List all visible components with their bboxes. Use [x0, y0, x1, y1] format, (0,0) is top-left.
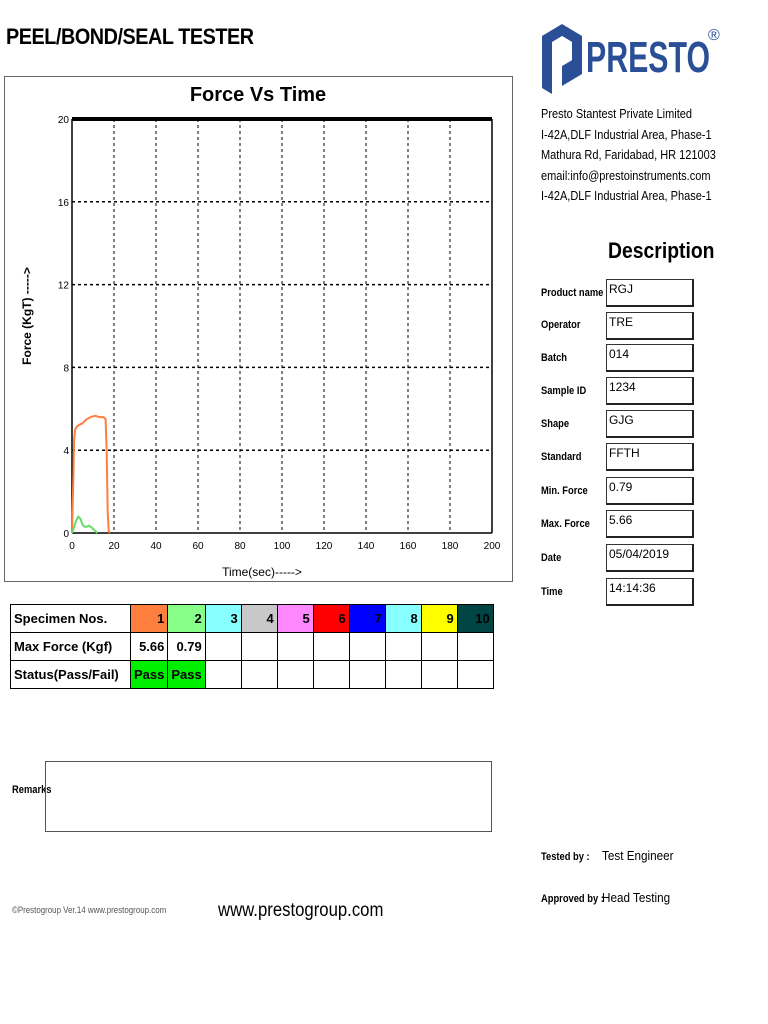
specimen-nos-row: [11, 605, 494, 633]
status-label: Status(Pass/Fail): [11, 661, 131, 689]
date-field[interactable]: 05/04/2019: [606, 544, 694, 572]
batch-field[interactable]: 014: [606, 344, 694, 372]
series-line-1: [72, 416, 110, 533]
status-cell: [205, 661, 241, 689]
status-cell: [385, 661, 421, 689]
logo-text: PRESTO: [586, 33, 710, 82]
approved-by-label: Approved by :: [541, 893, 604, 905]
product-name-field[interactable]: RGJ: [606, 279, 694, 307]
x-tick-label: 120: [315, 541, 333, 552]
max-force-cell: [421, 633, 457, 661]
y-axis-label: Force (KgT) ----->: [20, 267, 34, 365]
time-field[interactable]: 14:14:36: [606, 578, 694, 606]
field-label: Sample ID: [541, 385, 587, 397]
x-tick-label: 80: [234, 541, 246, 552]
company-line: Presto Stantest Private Limited: [541, 107, 693, 121]
x-tick-label: 60: [192, 541, 204, 552]
status-row: [11, 661, 494, 689]
field-label: Shape: [541, 418, 570, 430]
max-force-cell: 0.79: [168, 633, 205, 661]
sample-id-field[interactable]: 1234: [606, 377, 694, 405]
max-force-cell: [385, 633, 421, 661]
max-force-cell: 5.66: [131, 633, 168, 661]
x-tick-label: 160: [399, 541, 417, 552]
company-line: email:info@prestoinstruments.com: [541, 168, 711, 183]
field-label: Min. Force: [541, 485, 588, 497]
footer-website[interactable]: www.prestogroup.com: [218, 900, 384, 921]
description-title: Description: [608, 238, 715, 263]
status-cell: Pass: [131, 661, 168, 689]
field-label: Date: [541, 552, 562, 564]
max-force-field[interactable]: 5.66: [606, 510, 694, 538]
status-cell: [241, 661, 277, 689]
company-line: Mathura Rd, Faridabad, HR 121003: [541, 148, 716, 162]
y-tick-label: 16: [57, 197, 69, 209]
approved-by-value: Head Testing: [602, 890, 671, 905]
standard-field[interactable]: FFTH: [606, 443, 694, 471]
series-line-2: [72, 517, 97, 533]
max-force-row: [11, 633, 494, 661]
field-label: Operator: [541, 319, 581, 331]
shape-field[interactable]: GJG: [606, 410, 694, 438]
x-tick-label: 40: [150, 541, 162, 552]
specimen-no-6: 6: [313, 605, 349, 633]
x-tick-label: 180: [441, 541, 459, 552]
company-address: [541, 104, 716, 207]
footer-copyright: ©Prestogroup Ver.14 www.prestogroup.com: [12, 905, 167, 915]
chart-svg: [5, 77, 512, 581]
specimen-no-1: 1: [131, 605, 168, 633]
y-tick-label: 8: [63, 363, 69, 375]
max-force-cell: [241, 633, 277, 661]
specimen-no-3: 3: [205, 605, 241, 633]
specimen-no-4: 4: [241, 605, 277, 633]
specimen-no-10: 10: [457, 605, 493, 633]
field-label: Batch: [541, 352, 567, 364]
max-force-label: Max Force (Kgf): [11, 633, 131, 661]
specimen-no-2: 2: [168, 605, 205, 633]
specimen-table: [10, 604, 494, 689]
max-force-cell: [205, 633, 241, 661]
x-axis-label: Time(sec)----->: [222, 565, 302, 579]
min-force-field[interactable]: 0.79: [606, 477, 694, 505]
y-tick-label: 12: [57, 280, 69, 292]
force-time-chart: [4, 76, 513, 582]
logo-registered: ®: [708, 27, 720, 44]
status-cell: [313, 661, 349, 689]
operator-field[interactable]: TRE: [606, 312, 694, 340]
remarks-box[interactable]: [45, 761, 492, 832]
status-cell: Pass: [168, 661, 205, 689]
chart-title: Force Vs Time: [189, 84, 327, 106]
status-cell: [349, 661, 385, 689]
specimen-nos-label: Specimen Nos.: [11, 605, 131, 633]
x-tick-label: 0: [69, 541, 75, 552]
x-tick-label: 20: [108, 541, 120, 552]
x-tick-label: 100: [273, 541, 291, 552]
specimen-no-9: 9: [421, 605, 457, 633]
field-label: Standard: [541, 451, 582, 463]
specimen-no-5: 5: [277, 605, 313, 633]
y-tick-label: 0: [63, 529, 69, 540]
tested-by-label: Tested by :: [541, 851, 590, 863]
y-tick-label: 20: [57, 115, 69, 126]
status-cell: [421, 661, 457, 689]
max-force-cell: [277, 633, 313, 661]
max-force-cell: [457, 633, 493, 661]
specimen-no-8: 8: [385, 605, 421, 633]
x-tick-label: 200: [483, 541, 501, 552]
tested-by-value: Test Engineer: [602, 848, 674, 863]
page-title: PEEL/BOND/SEAL TESTER: [6, 24, 254, 49]
status-cell: [457, 661, 493, 689]
specimen-no-7: 7: [349, 605, 385, 633]
y-tick-label: 4: [63, 446, 69, 458]
max-force-cell: [349, 633, 385, 661]
presto-logo-graphic: [540, 14, 740, 104]
remarks-label: Remarks: [12, 784, 52, 796]
field-label: Time: [541, 586, 563, 598]
company-line: I-42A,DLF Industrial Area, Phase-1: [541, 127, 712, 142]
company-line: I-42A,DLF Industrial Area, Phase-1: [541, 189, 712, 203]
max-force-cell: [313, 633, 349, 661]
presto-logo: [540, 14, 740, 104]
field-label: Max. Force: [541, 518, 590, 530]
field-label: Product name: [541, 287, 604, 299]
status-cell: [277, 661, 313, 689]
x-tick-label: 140: [357, 541, 375, 552]
